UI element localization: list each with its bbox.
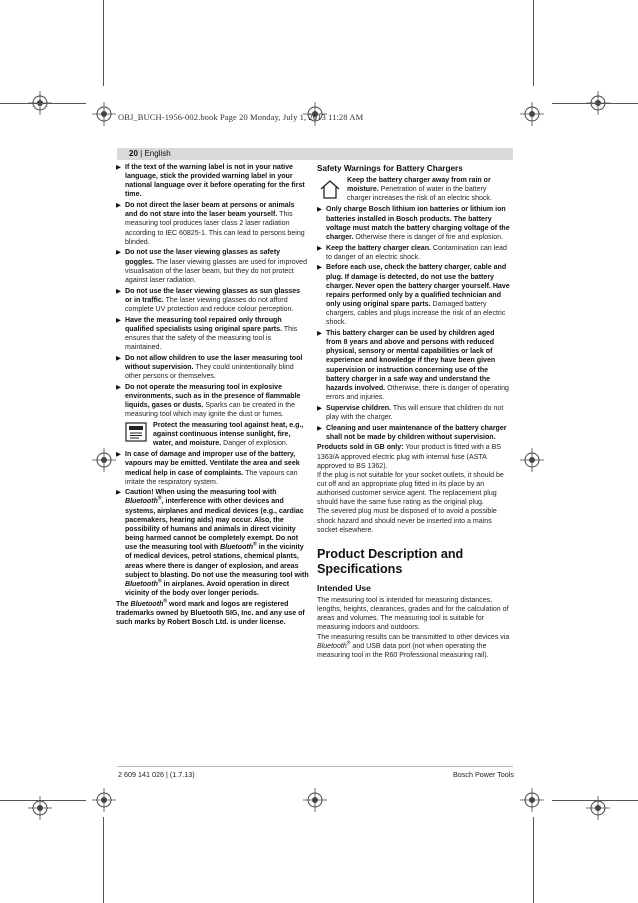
crop-line-top-left-v [103, 0, 104, 86]
footer-brand: Bosch Power Tools [453, 770, 514, 779]
triangle-right-icon: ▶ [317, 424, 322, 432]
intended-use-heading: Intended Use [317, 582, 371, 593]
crop-line-top-left-h [0, 103, 86, 104]
list-item: ▶ Do not use the laser viewing glasses as safety goggles. The laser viewing glasses are used for improved visualisation of the laser beam, but they do not protect against laser radiation. [116, 249, 308, 284]
crop-line-bottom-right-v [533, 817, 534, 903]
triangle-right-icon: ▶ [116, 316, 121, 324]
triangle-right-icon: ▶ [116, 383, 121, 391]
crop-line-top-right-v [533, 0, 534, 86]
gb-plug-notice: Products sold in GB only: Your product is fitted with a BS 1363/A approved electric plug with internal fuse (ASTA approved to BS 1362). [317, 444, 502, 470]
registration-mark-bottom-left [92, 788, 116, 812]
header-separator: | [137, 149, 145, 158]
crop-line-bottom-left-v [103, 817, 104, 903]
heat-warning-block: Protect the measuring tool against heat, e.g., against continuous intense sunlight, fire, water, and moisture. Danger of explosion. [125, 421, 309, 448]
crop-line-bottom-left-h [0, 800, 86, 801]
crop-line-top-right-h [552, 103, 638, 104]
list-item: ▶ Keep the battery charger clean. Contamination can lead to danger of an electric shock. [317, 244, 507, 261]
house-warning-icon [319, 178, 341, 200]
right-column [317, 163, 510, 660]
triangle-right-icon: ▶ [317, 206, 322, 214]
registration-mark-bottom-right [520, 788, 544, 812]
list-item: ▶ Before each use, check the battery charger, cable and plug. If damage is detected, do not use the battery charger. Never open the battery charger yourself. Have repairs performed only by a qualified technician and only using original spare parts. Damaged battery chargers, cables and plugs increase the risk of an electric shock. [317, 264, 510, 327]
list-item: ▶ Do not allow children to use the laser measuring tool without supervision. They could unintentionally blind other persons or themselves. [116, 354, 303, 380]
triangle-right-icon: ▶ [317, 244, 322, 252]
trademark-notice: The Bluetooth® word mark and logos are registered trademarks owned by Bluetooth SIG, Inc. and any use of such marks by Robert Bosch Ltd. is under license. [116, 598, 305, 626]
registration-mark-right-middle [520, 448, 544, 472]
print-slug: OBJ_BUCH-1956-002.book Page 20 Monday, July 1, 2013 11:28 AM [118, 112, 364, 122]
list-item: ▶ Do not direct the laser beam at persons or animals and do not stare into the laser beam yourself. This measuring tool produces laser class 2 laser radiation according to IEC 60825-1. This can lead to persons being blinded. [116, 202, 305, 246]
triangle-right-icon: ▶ [317, 330, 322, 337]
plug-replacement-text: If the plug is not suitable for your socket outlets, it should be cut off and an appropriate plug fitted in its place by an authorised customer service agent. The replacement plug should have the same fuse rating as the original plug. [317, 471, 504, 507]
safety-heading: Safety Warnings for Battery Chargers [317, 164, 463, 173]
list-item: ▶ Do not use the laser viewing glasses as sun glasses or in traffic. The laser viewing glasses do not afford complete UV protection and reduce colour perception. [116, 287, 301, 313]
registration-mark-left-middle [92, 448, 116, 472]
registration-mark-top-left [92, 102, 116, 126]
triangle-right-icon: ▶ [116, 287, 121, 295]
intended-use-text: The measuring tool is intended for measuring distances, lengths, heights, clearances, grades and for the calculation of areas and volumes. The measuring tool is suitable for measuring indoors and outdoors. [317, 596, 509, 632]
list-item: ▶ Cleaning and user maintenance of the battery charger shall not be made by children without supervision. [317, 424, 507, 441]
registration-mark-top-right [520, 102, 544, 126]
triangle-right-icon: ▶ [116, 489, 121, 497]
header-language: English [144, 149, 171, 158]
left-column [116, 163, 309, 627]
footer-doc-number: 2 609 141 026 | (1.7.13) [118, 770, 195, 779]
triangle-right-icon: ▶ [317, 264, 322, 272]
triangle-right-icon: ▶ [116, 249, 121, 257]
list-item: ▶ Supervise children. This will ensure that children do not play with the charger. [317, 404, 504, 421]
list-item: ▶ If the text of the warning label is not in your native language, stick the provided warning label in your national language over it before operating for the first time. [116, 164, 305, 199]
triangle-right-icon: ▶ [116, 451, 121, 459]
crop-line-bottom-right-h [552, 800, 638, 801]
list-item: ▶ In case of damage and improper use of the battery, vapours may be emitted. Ventilate the area and seek medical help in case of complaints. The vapours can irritate the respiratory system. [116, 451, 300, 486]
triangle-right-icon: ▶ [116, 202, 121, 210]
page-number: 20 [129, 149, 138, 158]
list-item: ▶ Have the measuring tool repaired only through qualified specialists using original spare parts. This ensures that the safety of the measuring tool is maintained. [116, 316, 298, 351]
page-header-bar [117, 148, 513, 160]
severed-plug-text: The severed plug must be disposed of to avoid a possible shock hazard and should never be inserted into a mains socket elsewhere. [317, 508, 497, 534]
laser-class-icon [125, 422, 147, 442]
section-heading: Product Description and Specifications [317, 546, 464, 576]
transmission-text: The measuring results can be transmitted to other devices via Bluetooth® and USB data port (not when operating the measuring tool in the R60 Professional measuring rail). [317, 633, 510, 659]
list-item: ▶ Only charge Bosch lithium ion batteries or lithium ion batteries installed in Bosch products. The battery voltage must match the battery charging voltage of the charger. Otherwise there is danger of fire and explosion. [317, 206, 510, 241]
list-item: ▶ Caution! When using the measuring tool with Bluetooth®, interference with other devices and systems, airplanes and medical devices (e.g., cardiac pacemakers, hearing aids) may occur. Also, the possibility of humans and animals in direct vicinity being harmed cannot be completely exempt. Do not use the measuring tool with Bluetooth® in the vicinity of medical devices, petrol stations, chemical plants, areas where there is danger of explosion, and areas subject to blasting. Do not use the measuring tool with Bluetooth® in airplanes. Avoid operation in direct vicinity of the body over longer periods. [116, 489, 309, 598]
list-item: ▶ Do not operate the measuring tool in explosive environments, such as in the presence of flammable liquids, gases or dusts. Sparks can be created in the measuring tool which may ignite the dust or fumes. [116, 383, 301, 419]
list-item: ▶ This battery charger can be used by children aged from 8 years and above and persons with reduced physical, sensory or mental capabilities or lack of experience and knowledge if they have been given supervision or instruction concerning use of the battery charger in a safe way and understand the hazards involved. Otherwise, there is danger of operating errors and injuries. [317, 330, 509, 402]
rain-warning-block: Keep the battery charger away from rain or moisture. Penetration of water in the battery charger increases the risk of an electric shock. [317, 176, 510, 203]
triangle-right-icon: ▶ [317, 404, 322, 412]
page-header [129, 149, 171, 159]
registration-mark-bottom-center [303, 788, 327, 812]
triangle-right-icon: ▶ [116, 354, 121, 362]
triangle-right-icon: ▶ [116, 164, 121, 171]
footer-rule [117, 766, 513, 767]
